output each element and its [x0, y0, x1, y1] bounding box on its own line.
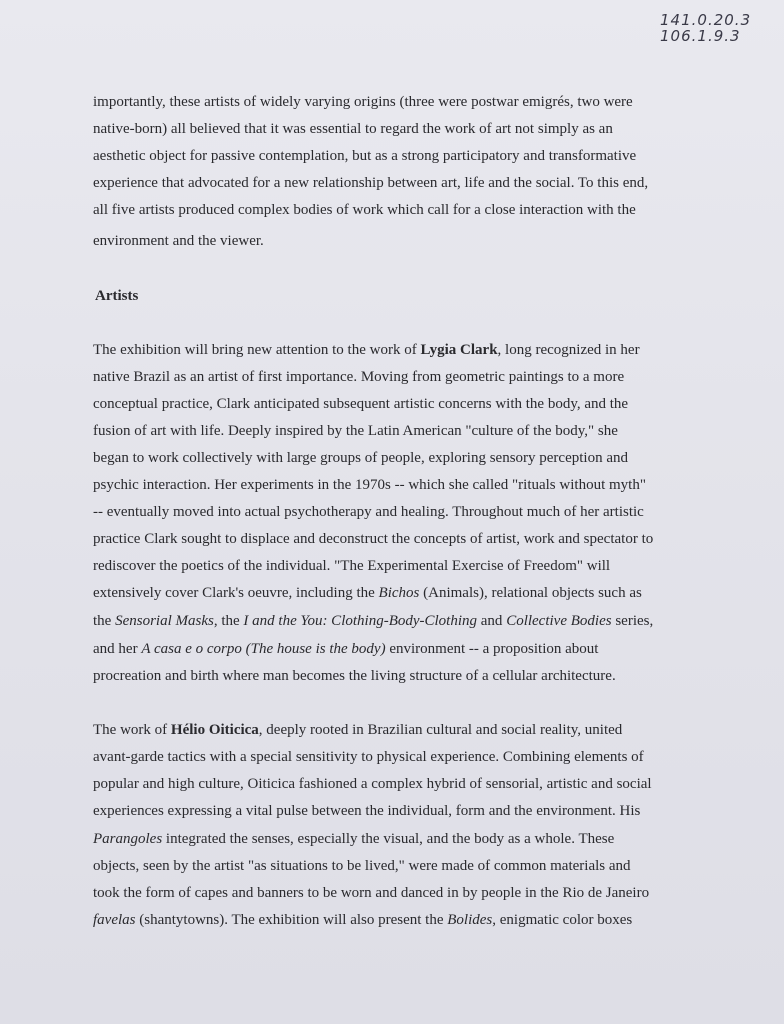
clark-line-8: practice Clark sought to displace and deconstruct the concepts of artist, work and spectator to — [93, 531, 654, 547]
intro-line-2: native-born) all believed that it was essential to regard the work of art not simply as an — [93, 121, 613, 137]
oiticica-line-7: took the form of capes and banners to be worn and danced in by people in the Rio de Janeiro — [93, 885, 650, 901]
clark-l12-text: and her — [93, 641, 142, 657]
work-title-a-casa-e-o-corpo: A casa e o corpo (The house is the body) — [141, 641, 386, 657]
clark-line-10 — [93, 584, 642, 602]
clark-l11-text: the — [93, 613, 116, 629]
intro-line-1: importantly, these artists of widely varying origins (three were postwar emigrés, two were — [93, 94, 633, 110]
clark-l11-text-end: series, — [611, 613, 654, 629]
clark-l11-sep2: and — [477, 613, 507, 629]
intro-line-6: environment and the viewer. — [93, 233, 264, 249]
oiticica-line-8 — [93, 911, 632, 929]
oiticica-line-4: experiences expressing a vital pulse between the individual, form and the environment. His — [93, 803, 641, 819]
intro-line-4: experience that advocated for a new relationship between art, life and the social. To this end, — [93, 175, 649, 191]
clark-l1-text: The exhibition will bring new attention to the work of — [93, 342, 421, 358]
work-title-sensorial-masks: Sensorial Masks — [115, 613, 214, 629]
artist-name-helio-oiticica: Hélio Oiticica — [170, 722, 259, 738]
clark-l1-text-end: , long recognized in her — [497, 342, 640, 358]
annotation-line-2: 106.1.9.3 — [660, 27, 741, 45]
intro-line-3: aesthetic object for passive contemplation, but as a strong participatory and transformative — [93, 148, 637, 164]
oiticica-l5-text: integrated the senses, especially the visual, and the body as a whole. These — [162, 831, 615, 847]
work-title-collective-bodies: Collective Bodies — [506, 613, 612, 629]
clark-line-11 — [93, 612, 653, 630]
clark-line-1 — [93, 341, 640, 359]
clark-l12-text-end: environment -- a proposition about — [385, 641, 599, 657]
annotation-line-1: 141.0.20.3 — [660, 11, 752, 29]
clark-line-6: psychic interaction. Her experiments in the 1970s -- which she called "rituals without myth" — [93, 477, 646, 493]
clark-line-12 — [93, 640, 598, 658]
artist-name-lygia-clark: Lygia Clark — [420, 342, 498, 358]
clark-line-4: fusion of art with life. Deeply inspired by the Latin American "culture of the body," she — [93, 423, 618, 439]
clark-l10-text-end: (Animals), relational objects such as — [419, 585, 642, 601]
intro-line-5: all five artists produced complex bodies of work which call for a close interaction with the — [93, 202, 636, 218]
clark-line-9: rediscover the poetics of the individual. "The Experimental Exercise of Freedom" will — [93, 558, 611, 574]
oiticica-line-1 — [93, 721, 622, 739]
clark-line-3: conceptual practice, Clark anticipated subsequent artistic concerns with the body, and the — [93, 396, 629, 412]
oiticica-l1-text: The work of — [93, 722, 171, 738]
clark-line-2: native Brazil as an artist of first importance. Moving from geometric paintings to a more — [93, 369, 625, 385]
oiticica-line-5 — [93, 830, 614, 848]
work-title-i-and-the-you: I and the You: Clothing-Body-Clothing — [243, 613, 478, 629]
clark-line-7: -- eventually moved into actual psychotherapy and healing. Throughout much of her artistic — [93, 504, 644, 520]
work-title-bolides: Bolides — [447, 912, 493, 928]
section-heading-artists: Artists — [95, 288, 139, 304]
oiticica-line-6: objects, seen by the artist "as situations to be lived," were made of common materials and — [93, 858, 631, 874]
clark-l11-sep: , the — [213, 613, 244, 629]
work-title-parangoles: Parangoles — [93, 831, 163, 847]
oiticica-line-2: avant-garde tactics with a special sensitivity to physical experience. Combining elements of — [93, 749, 644, 765]
term-favelas: favelas — [93, 912, 136, 928]
oiticica-l1-text-end: , deeply rooted in Brazilian cultural and social reality, united — [258, 722, 623, 738]
work-title-bichos: Bichos — [378, 585, 420, 601]
clark-line-13: procreation and birth where man becomes the living structure of a cellular architecture. — [93, 668, 616, 684]
handwritten-annotation — [660, 12, 751, 44]
clark-line-5: began to work collectively with large groups of people, exploring sensory perception and — [93, 450, 628, 466]
oiticica-line-3: popular and high culture, Oiticica fashioned a complex hybrid of sensorial, artistic and social — [93, 776, 652, 792]
clark-l10-text: extensively cover Clark's oeuvre, including the — [93, 585, 379, 601]
oiticica-l8-text-end: , enigmatic color boxes — [492, 912, 633, 928]
oiticica-l8-text: (shantytowns). The exhibition will also present the — [135, 912, 448, 928]
